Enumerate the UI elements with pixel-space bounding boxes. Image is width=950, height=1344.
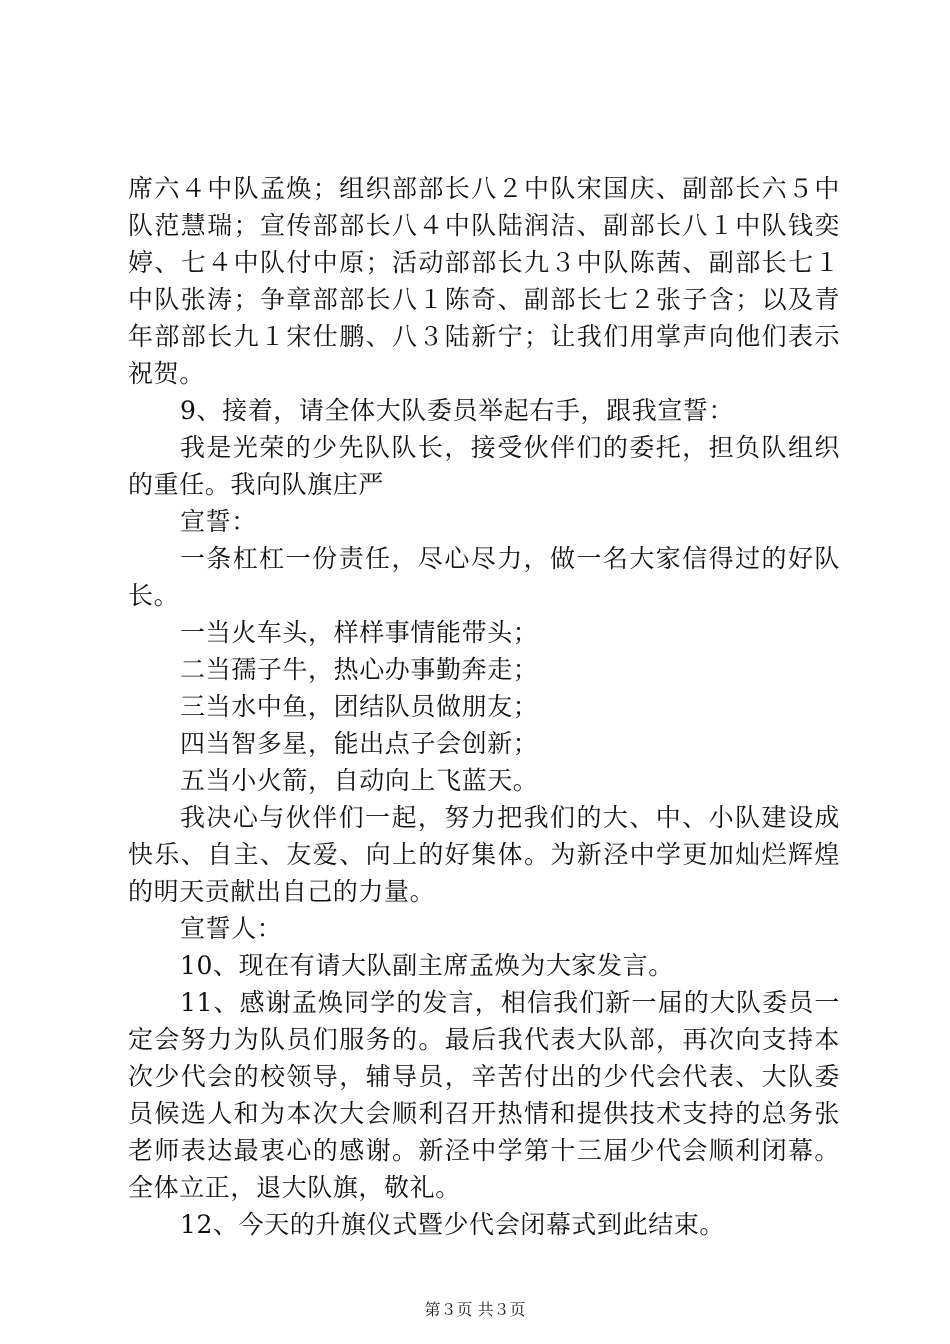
paragraph-oath-label: 宣誓： bbox=[180, 507, 257, 536]
paragraph-item-12: 12、今天的升旗仪式暨少代会闭幕式到此结束。 bbox=[180, 1210, 726, 1239]
paragraph-officer-list: 席六４中队孟焕；组织部部长八２中队宋国庆、副部长六５中队范慧瑞；宣传部部长八４中队陆润洁、副部长八１中队钱奕婷、七４中队付中原；活动部部长九３中队陈茜、副部长七１中队张涛；争章部部长八１陈奇、副部长七２张子含；以及青年部部长九１宋仕鹏、八３陆新宁；让我们用掌声向他们表示祝贺。 bbox=[128, 174, 840, 388]
paragraph-oath-item-5: 五当小火箭，自动向上飞蓝天。 bbox=[180, 766, 539, 795]
page-number-label: 第３页 共３页 bbox=[424, 1300, 526, 1319]
document-body bbox=[128, 170, 840, 1243]
paragraph-oath-item-3: 三当水中鱼，团结队员做朋友； bbox=[180, 692, 539, 721]
page-footer bbox=[0, 1300, 950, 1320]
paragraph-oath-intro: 9、接着，请全体大队委员举起右手，跟我宣誓： bbox=[180, 396, 735, 425]
paragraph-item-11: 11、感谢孟焕同学的发言，相信我们新一届的大队委员一定会努力为队员们服务的。最后我代表大队部，再次向支持本次少代会的校领导，辅导员，辛苦付出的少代会代表、大队委员候选人和为本次大会顺利召开热情和提供技术支持的总务张老师表达最衷心的感谢。新泾中学第十三届少代会顺利闭幕。全体立正，退大队旗，敬礼。 bbox=[128, 988, 840, 1202]
paragraph-oath-resolution: 我决心与伙伴们一起，努力把我们的大、中、小队建设成快乐、自主、友爱、向上的好集体。为新泾中学更加灿烂辉煌的明天贡献出自己的力量。 bbox=[128, 803, 840, 906]
paragraph-oath-item-2: 二当孺子牛，热心办事勤奔走； bbox=[180, 655, 539, 684]
paragraph-oath-opening: 我是光荣的少先队队长，接受伙伴们的委托，担负队组织的重任。我向队旗庄严 bbox=[128, 433, 840, 499]
paragraph-oath-item-4: 四当智多星，能出点子会创新； bbox=[180, 729, 539, 758]
paragraph-oath-line: 一条杠杠一份责任，尽心尽力，做一名大家信得过的好队长。 bbox=[128, 544, 840, 610]
paragraph-item-10: 10、现在有请大队副主席孟焕为大家发言。 bbox=[180, 951, 674, 980]
paragraph-oath-item-1: 一当火车头，样样事情能带头； bbox=[180, 618, 539, 647]
paragraph-oath-signatory: 宣誓人： bbox=[180, 914, 283, 943]
